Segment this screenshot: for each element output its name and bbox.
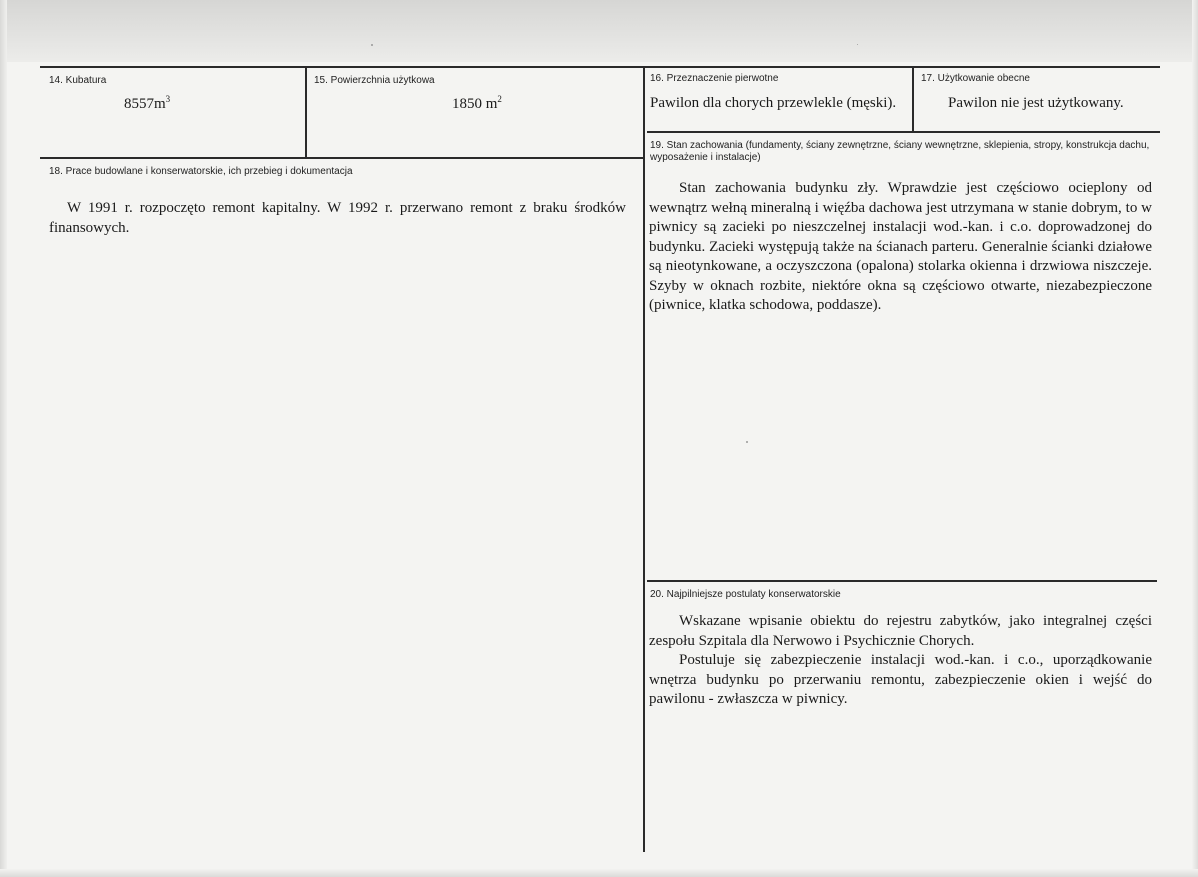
field-19-text: Stan zachowania budynku zły. Wprawdzie jest częściowo ocieplony od wewnątrz wełną mineralną i więźba dachowa jest utrzymana w stanie dobrym, to w piwnicy są zacieki po nieszczelnej instalacji wod.-kan. i c.o. doprowadzonej do budynku. Zacieki występują także na ścianach parteru. Generalnie ścianki działowe są nieotynkowane, a oczyszczona (opalona) stolarka okienna i drzwiowa niszczeje. Szyby w oknach rozbite, niektóre okna są częściowo otwarte, niezabezpieczone (piwnice, klatka schodowa, poddasze). <box>649 180 1152 313</box>
scan-speck <box>857 44 858 45</box>
field-20-text-1: Wskazane wpisanie obiektu do rejestru zabytków, jako integralnej części zespołu Szpitala dla Nerwowo i Psychicznie Chorych. <box>649 613 1152 649</box>
field-17-value: Pawilon nie jest użytkowany. <box>948 95 1124 111</box>
field-18-label: 18. Prace budowlane i konserwatorskie, ich przebieg i dokumentacja <box>49 166 353 177</box>
field-15-unit-exponent: 2 <box>497 94 502 104</box>
rule-field-19 <box>647 131 1160 133</box>
rule-field-20 <box>647 580 1157 582</box>
rule-top <box>40 66 1160 68</box>
scan-bottom-edge <box>0 869 1198 877</box>
field-19-label: 19. Stan zachowania (fundamenty, ściany zewnętrzne, ściany wewnętrzne, sklepienia, stropy, konstrukcja dachu, wyposażenie i instalacje) <box>650 140 1150 163</box>
field-16-value: Pawilon dla chorych przewlekle (męski). <box>650 95 897 111</box>
scan-left-edge <box>0 0 7 877</box>
field-17-label: 17. Użytkowanie obecne <box>921 73 1030 84</box>
field-18-text: W 1991 r. rozpoczęto remont kapitalny. W 1992 r. przerwano remont z braku środków finansowych. <box>49 200 626 236</box>
scan-speck <box>746 441 748 443</box>
scan-right-edge <box>1192 0 1198 877</box>
field-14-label: 14. Kubatura <box>49 75 107 86</box>
scan-speck <box>371 44 373 46</box>
divider-16-17 <box>912 66 914 132</box>
scan-top-edge <box>0 0 1198 62</box>
divider-14-15 <box>305 66 307 158</box>
field-20-text-2: Postuluje się zabezpieczenie instalacji wod.-kan. i c.o., uporządkowanie wnętrza budynku po przerwaniu remontu, zabezpieczenie okien i wejść do pawilonu - zwłaszcza w piwnicy. <box>649 652 1152 707</box>
field-15-value: 1850 $m^2$ <box>452 94 502 112</box>
field-20-label: 20. Najpilniejsze postulaty konserwatorskie <box>650 589 841 600</box>
field-14-unit-exponent: 3 <box>165 94 171 104</box>
rule-field-18 <box>40 157 644 159</box>
field-16-label: 16. Przeznaczenie pierwotne <box>650 73 779 84</box>
field-14-value: $8557m^3$ <box>124 94 171 112</box>
divider-main <box>643 66 645 852</box>
field-15-label: 15. Powierzchnia użytkowa <box>314 75 435 86</box>
